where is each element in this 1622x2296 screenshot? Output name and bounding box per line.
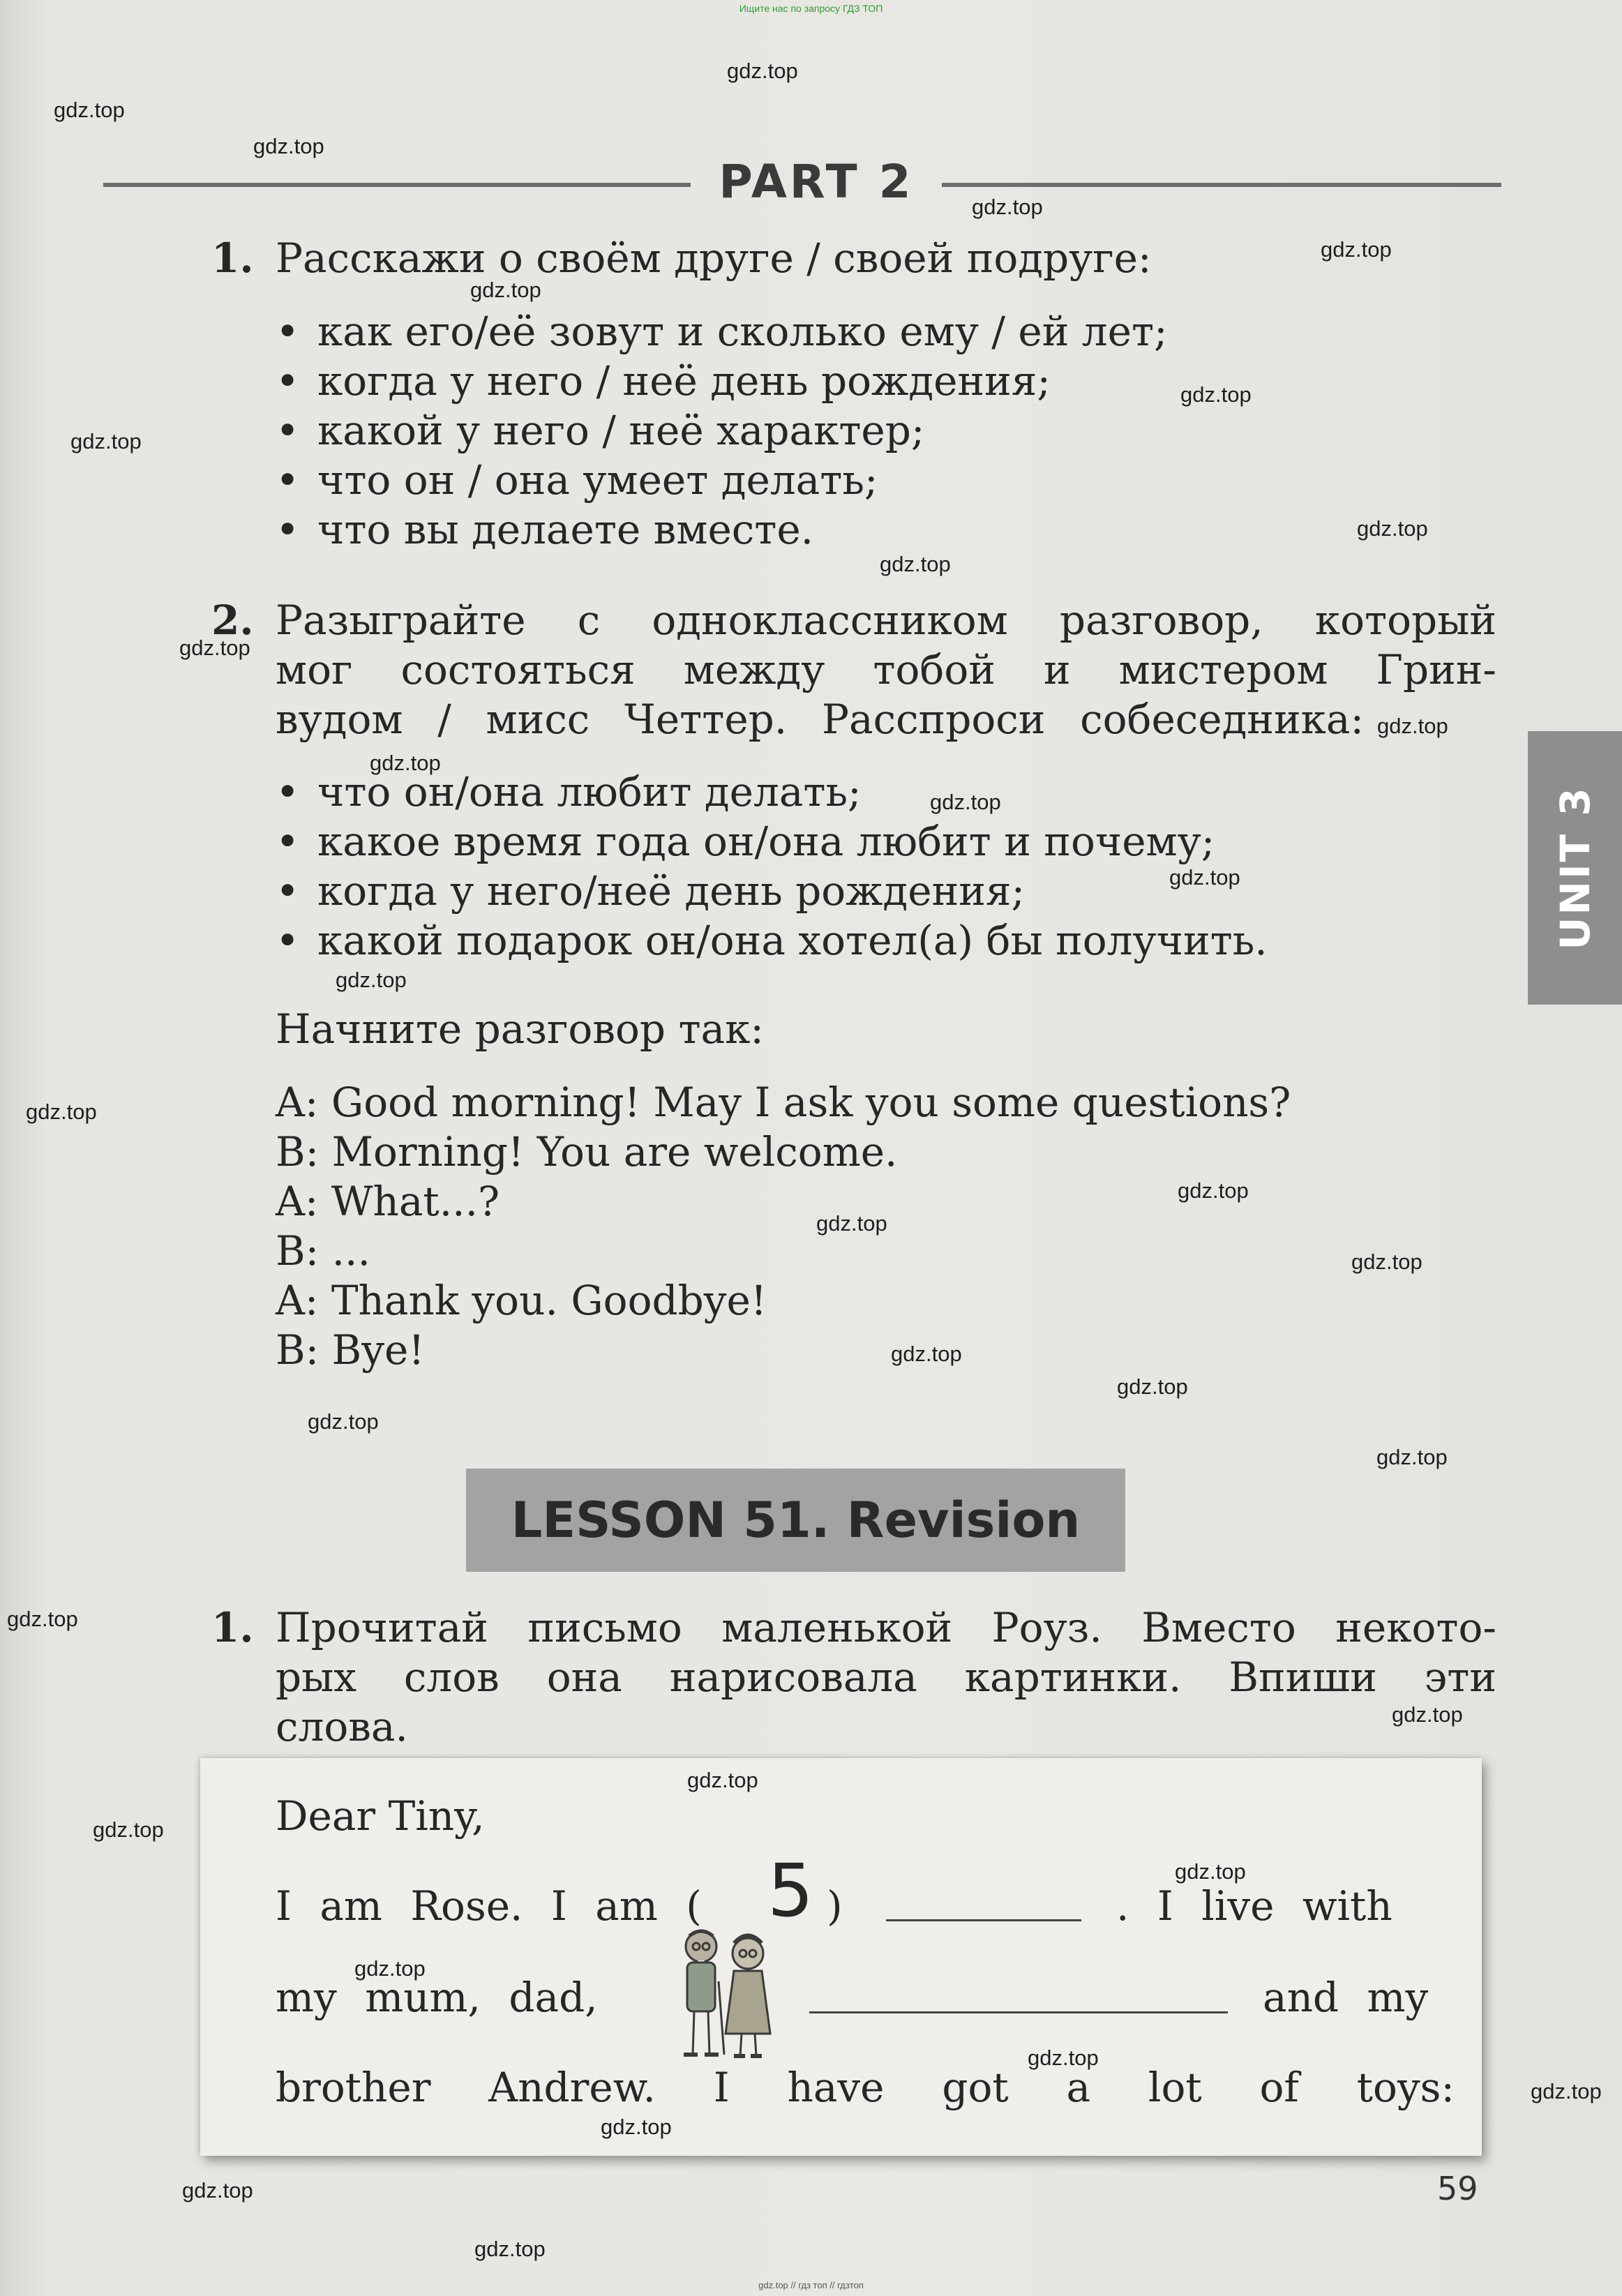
watermark: gdz.top — [1178, 1178, 1249, 1203]
letter-line2-start: my mum, dad, — [276, 1974, 598, 2021]
dialogue-line: A: Thank you. Goodbye! — [276, 1277, 767, 1324]
letter-line3: brother Andrew. I have got a lot of toys: — [276, 2064, 1455, 2111]
task1-bullet: • что вы делаете вместе. — [276, 506, 814, 553]
task2-line: Разыграйте с одноклассником разговор, который — [276, 596, 1496, 644]
watermark: gdz.top — [1169, 865, 1240, 890]
letter-line1-start: I am Rose. I am ( — [276, 1882, 702, 1930]
watermark: gdz.top — [891, 1342, 962, 1366]
age-number: 5 — [767, 1848, 814, 1933]
lesson-task1-number: 1. — [211, 1604, 254, 1651]
dialogue-line: B: Bye! — [276, 1326, 425, 1374]
lesson-task1-line: рых слов она нарисовала картинки. Впиши эти — [276, 1653, 1496, 1701]
page-number: 59 — [1437, 2170, 1478, 2207]
task2-line: вудом / мисс Четтер. Расспроси собеседника: — [276, 696, 1364, 743]
answer-blank[interactable] — [809, 1972, 1228, 2013]
watermark: gdz.top — [1175, 1859, 1246, 1884]
watermark: gdz.top — [1180, 382, 1252, 407]
grandparents-picture — [670, 1922, 781, 2069]
watermark: gdz.top — [1392, 1702, 1463, 1727]
watermark: gdz.top — [727, 59, 798, 83]
watermark: gdz.top — [7, 1607, 78, 1631]
watermark: gdz.top — [1321, 237, 1392, 262]
watermark: gdz.top — [1028, 2046, 1099, 2070]
task1-number: 1. — [211, 234, 254, 282]
watermark: gdz.top — [601, 2115, 672, 2139]
watermark: gdz.top — [1351, 1250, 1422, 1274]
watermark: gdz.top — [1377, 714, 1448, 738]
watermark: gdz.top — [1117, 1374, 1188, 1399]
lesson-task1-line: Прочитай письмо маленькой Роуз. Вместо некото- — [276, 1604, 1496, 1651]
watermark: gdz.top — [182, 2178, 253, 2203]
answer-blank[interactable] — [886, 1879, 1081, 1921]
part-rule-right — [942, 183, 1501, 187]
letter-line1-close: ) — [827, 1882, 843, 1930]
task1-bullet: • какой у него / неё характер; — [276, 407, 925, 454]
watermark: gdz.top — [1376, 1445, 1448, 1469]
lesson-header — [466, 1469, 1125, 1572]
watermark: gdz.top — [308, 1409, 379, 1434]
watermark: gdz.top — [880, 552, 951, 576]
watermark: gdz.top — [253, 134, 324, 158]
part-title: PART 2 — [719, 155, 914, 209]
watermark: gdz.top — [470, 278, 541, 302]
watermark: gdz.top — [474, 2237, 546, 2261]
task1-prompt: Расскажи о своём друге / своей подруге: — [276, 234, 1152, 282]
lesson-task1-line: слова. — [276, 1703, 408, 1750]
watermark: gdz.top — [336, 968, 407, 992]
task2-bullet: • какой подарок он/она хотел(а) бы получить. — [276, 917, 1268, 964]
watermark: gdz.top — [179, 636, 250, 660]
dialogue-line: A: What...? — [276, 1178, 500, 1225]
dialogue-line: B: Morning! You are welcome. — [276, 1128, 898, 1176]
task2-bullet: • какое время года он/она любит и почему; — [276, 818, 1215, 865]
watermark: gdz.top — [816, 1211, 887, 1236]
task2-line: мог состояться между тобой и мистером Грин- — [276, 646, 1496, 693]
unit-tab-label: UNIT 3 — [1551, 786, 1599, 950]
task1-bullet: • когда у него / неё день рождения; — [276, 357, 1051, 405]
lesson-title: LESSON 51. Revision — [511, 1492, 1081, 1549]
dialogue-intro: Начните разговор так: — [276, 1005, 764, 1053]
part-rule-left — [103, 183, 691, 187]
bottom-banner: gdz.top // гдз топ // гдзтоп — [758, 2280, 864, 2290]
top-banner: Ищите нас по запросу ГДЗ ТОП — [739, 3, 883, 14]
task2-bullet: • что он/она любит делать; — [276, 768, 862, 816]
watermark: gdz.top — [1531, 2079, 1602, 2103]
watermark: gdz.top — [70, 429, 142, 453]
task1-bullet: • что он / она умеет делать; — [276, 456, 878, 504]
watermark: gdz.top — [354, 1956, 426, 1981]
watermark: gdz.top — [93, 1817, 164, 1842]
dialogue-line: A: Good morning! May I ask you some questions? — [276, 1079, 1291, 1126]
watermark: gdz.top — [26, 1100, 97, 1124]
letter-line2-end: and my — [1263, 1974, 1429, 2021]
task1-bullet: • как его/её зовут и сколько ему / ей лет; — [276, 308, 1168, 355]
letter-greeting: Dear Tiny, — [276, 1792, 485, 1840]
watermark: gdz.top — [930, 790, 1001, 814]
letter-line1-end: . I live with — [1116, 1882, 1392, 1930]
watermark: gdz.top — [687, 1768, 758, 1792]
unit-tab — [1528, 731, 1622, 1005]
watermark: gdz.top — [54, 98, 125, 122]
watermark: gdz.top — [1357, 516, 1428, 541]
task2-number: 2. — [211, 596, 254, 644]
task2-bullet: • когда у него/неё день рождения; — [276, 867, 1026, 915]
watermark: gdz.top — [972, 195, 1043, 219]
dialogue-line: B: ... — [276, 1227, 370, 1275]
watermark: gdz.top — [370, 751, 441, 775]
